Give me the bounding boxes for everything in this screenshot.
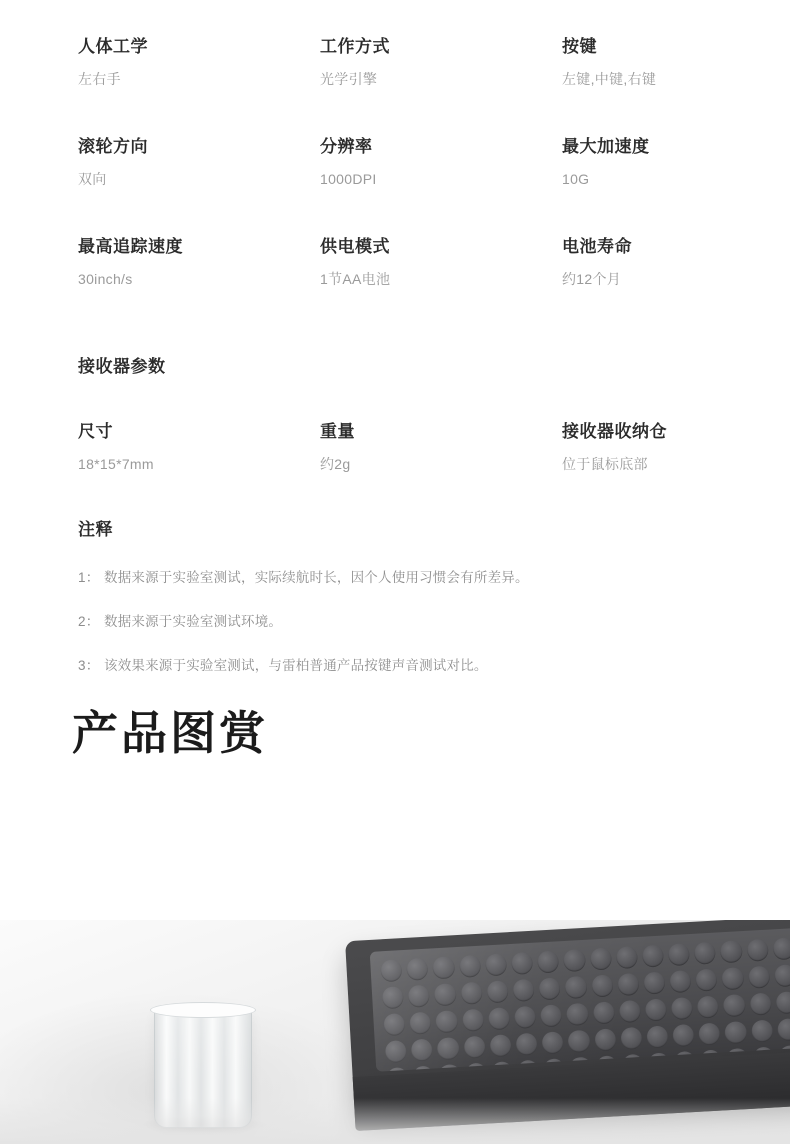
spec-section [0, 0, 790, 330]
spec-value: 18*15*7mm [78, 456, 154, 472]
spec-title: 电池寿命 [562, 237, 632, 256]
spec-title: 重量 [320, 422, 355, 441]
note-index: 1： [78, 570, 100, 585]
spec-value: 约12个月 [562, 271, 622, 287]
note-item [78, 654, 790, 674]
spec-item [78, 30, 320, 130]
note-item [78, 566, 790, 586]
spec-title: 人体工学 [78, 37, 148, 56]
note-text: 数据来源于实验室测试环境。 [104, 614, 283, 629]
spec-title: 尺寸 [78, 422, 113, 441]
spec-value: 1000DPI [320, 171, 377, 187]
spec-item [78, 415, 320, 507]
note-index: 2： [78, 614, 100, 629]
spec-item [78, 130, 320, 230]
note-text: 该效果来源于实验室测试，与雷柏普通产品按键声音测试对比。 [104, 658, 488, 673]
table-surface [0, 1098, 790, 1144]
gallery-title: 产品图赏 [72, 707, 268, 759]
spec-title: 滚轮方向 [78, 137, 148, 156]
spec-value: 位于鼠标底部 [562, 456, 648, 472]
spec-item [562, 30, 790, 130]
product-photo [0, 920, 790, 1144]
spec-value: 左右手 [78, 71, 121, 87]
note-text: 数据来源于实验室测试，实际续航时长，因个人使用习惯会有所差异。 [104, 570, 529, 585]
spec-item [320, 130, 562, 230]
spec-item [78, 230, 320, 330]
spec-item [562, 415, 790, 507]
spec-title: 最高追踪速度 [78, 237, 183, 256]
spec-title: 按键 [562, 37, 597, 56]
note-index: 3： [78, 658, 100, 673]
spec-value: 30inch/s [78, 271, 133, 287]
device-glass-reflection [370, 928, 790, 1072]
spec-item [562, 230, 790, 330]
spec-value: 约2g [320, 456, 351, 472]
spec-grid [0, 0, 790, 330]
spec-title: 最大加速度 [562, 137, 650, 156]
spec-value: 10G [562, 171, 590, 187]
notes-list [0, 566, 790, 674]
spec-title: 分辨率 [320, 137, 373, 156]
spec-item [320, 415, 562, 507]
note-item [78, 610, 790, 630]
receiver-spec-grid [0, 377, 790, 507]
spec-title: 接收器收纳仓 [562, 422, 667, 441]
spec-value: 左键,中键,右键 [562, 71, 657, 87]
spec-title: 工作方式 [320, 37, 390, 56]
notes-heading: 注释 [78, 520, 113, 539]
glass-cup-rim [150, 1002, 256, 1018]
spec-item [562, 130, 790, 230]
spec-value: 1节AA电池 [320, 271, 391, 287]
spec-item [320, 230, 562, 330]
receiver-heading: 接收器参数 [78, 357, 166, 376]
spec-value: 双向 [78, 171, 107, 187]
spec-value: 光学引擎 [320, 71, 378, 87]
spec-title: 供电模式 [320, 237, 390, 256]
spec-item [320, 30, 562, 130]
